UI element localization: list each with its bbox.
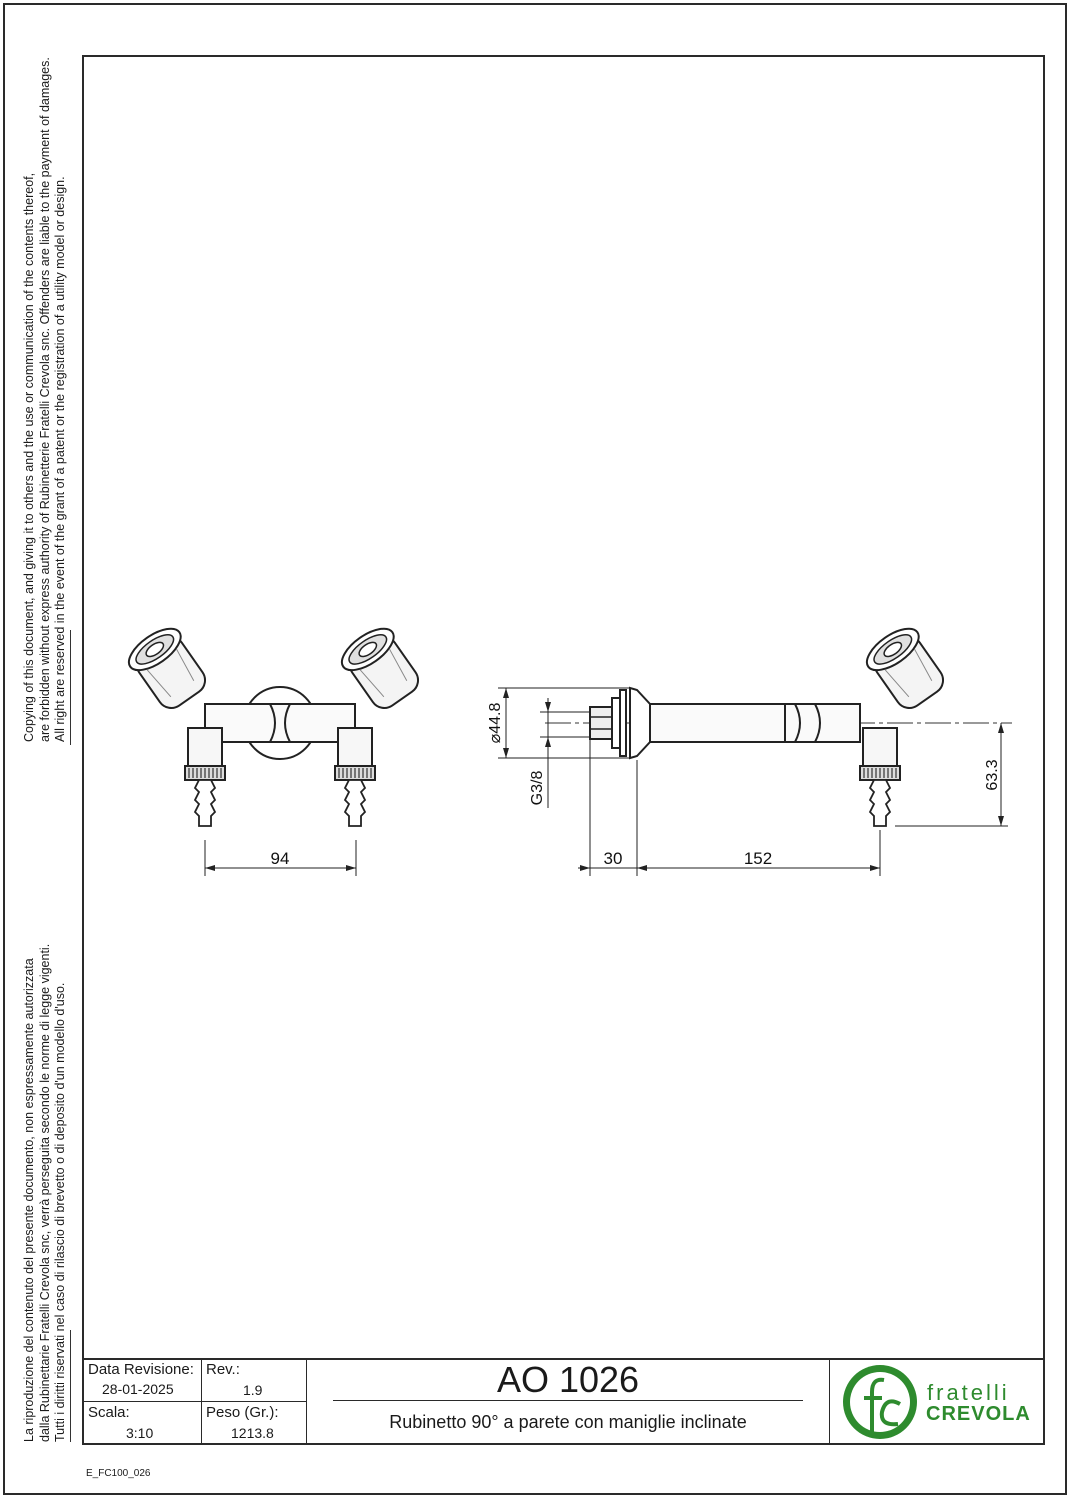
rev-value: 1.9 — [243, 1382, 263, 1398]
notice-en-line-3: All right are reserved in the event of the grant of a patent or the registration of a utility model or design. — [53, 176, 67, 742]
file-code: E_FC100_026 — [86, 1468, 151, 1479]
front-view — [122, 621, 427, 876]
dim-front-width: 94 — [270, 849, 290, 868]
dim-outlet-height: 63.3 — [984, 759, 1001, 791]
product-code: AO 1026 — [496, 1359, 640, 1400]
dim-thread: G3/8 — [529, 770, 546, 806]
logo-word-crevola: CREVOLA — [926, 1403, 1031, 1425]
logo-word-fratelli: fratelli — [927, 1380, 1010, 1405]
company-logo — [842, 1362, 1037, 1442]
title-block-row-rule — [82, 1401, 306, 1402]
scale-value: 3:10 — [126, 1425, 154, 1441]
title-block-col-rule-3 — [829, 1358, 830, 1444]
weight-value: 1213.8 — [231, 1425, 274, 1441]
revision-date-label: Data Revisione: — [88, 1361, 194, 1378]
scale-label: Scala: — [88, 1404, 130, 1421]
notice-en-line-1: Copying of this document, and giving it to others and the use or communication of the contents thereof, — [22, 172, 36, 742]
notice-it-line-3: Tutti i diritti riservati nel caso di rilascio di brevetto o di deposito d'un modello d'uso. — [53, 982, 67, 1442]
side-view — [487, 621, 1012, 876]
dim-flange-depth: 30 — [603, 849, 623, 868]
weight-label: Peso (Gr.): — [206, 1404, 279, 1421]
dim-flange-diameter: ⌀44.8 — [487, 702, 504, 744]
logo-mark — [842, 1362, 1037, 1442]
dim-body-length: 152 — [743, 849, 773, 868]
title-block-col-rule-2 — [306, 1358, 307, 1444]
product-description: Rubinetto 90° a parete con maniglie inclinate — [389, 1412, 747, 1432]
revision-date-value: 28-01-2025 — [102, 1381, 174, 1397]
notice-it-line-1: La riproduzione del contenuto del presente documento, non espressamente autorizzata — [22, 958, 36, 1442]
notice-en-line-2: are forbidden without express authority of Rubinetterie Fratelli Crevola snc. Offenders are liable to the payment of damages. — [37, 57, 52, 742]
rev-label: Rev.: — [206, 1361, 240, 1378]
notice-it-line-2: dalla Rubinettarie Fratelli Crevola snc, verrà perseguita secondo le norme di legge vigenti. — [37, 943, 52, 1442]
